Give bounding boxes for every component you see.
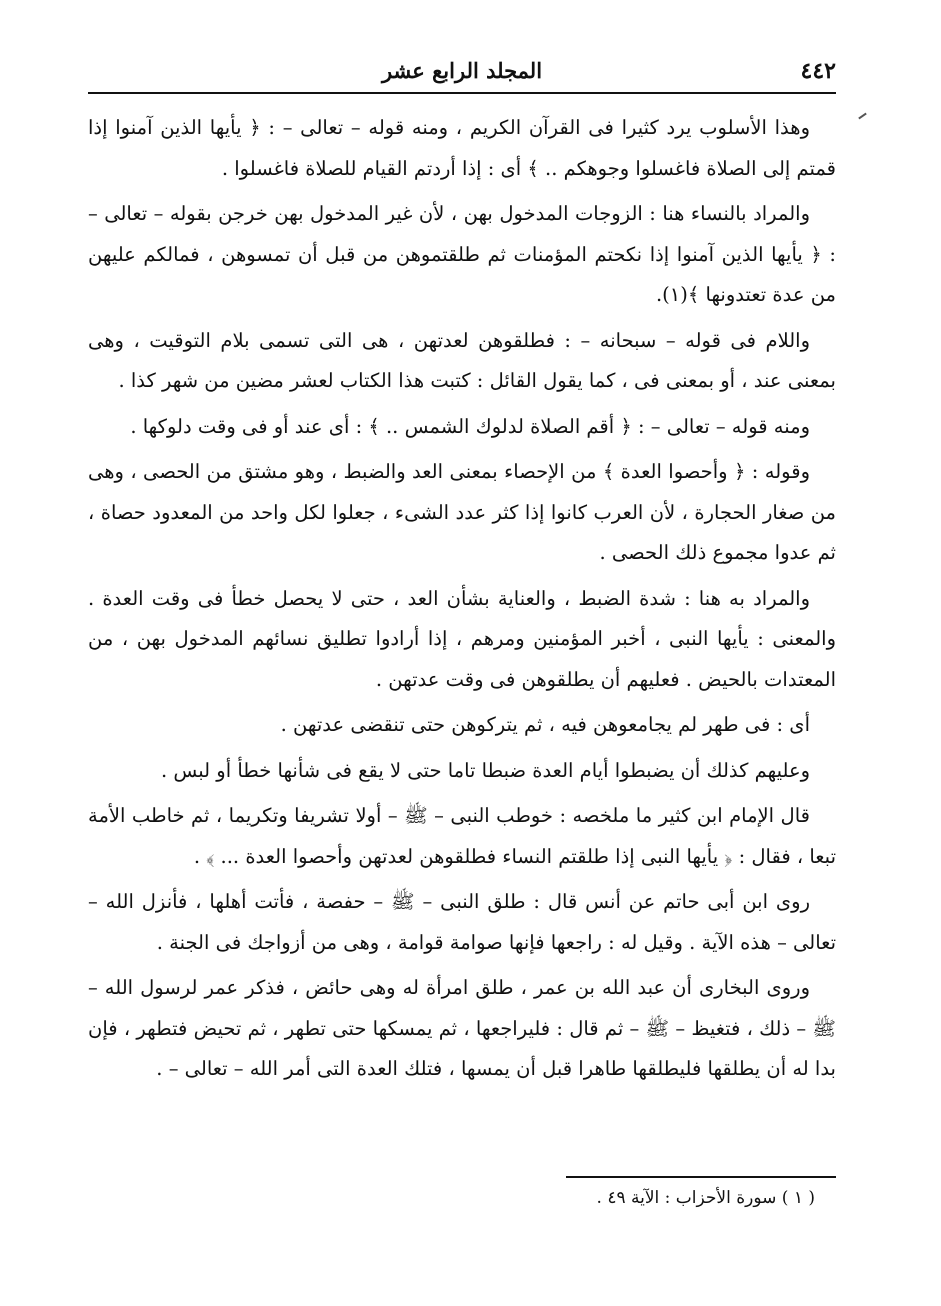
footnote-rule	[566, 1176, 836, 1178]
paragraph: واللام فى قوله – سبحانه – : فطلقوهن لعدتهن ، هى التى تسمى بلام التوقيت ، وهى بمعنى عند ، أو بمعنى فى ، كما يقول القائل : كتبت هذا الكتاب لعشر مضين من شهر كذا .	[88, 328, 836, 392]
page-number: ٤٤٢	[800, 58, 836, 84]
paragraph: وقوله : ﴿ وأحصوا العدة ﴾ من الإحصاء بمعنى العد والضبط ، وهو مشتق من الحصى ، وهى من صغار الحجارة ، لأن العرب كانوا إذا كثر عدد الشىء ، جعلوا لكل واحد من المعدود حصاة ، ثم عدوا مجموع ذلك الحصى .	[88, 460, 836, 564]
paragraph: روى ابن أبى حاتم عن أنس قال : طلق النبى – ﷺ – حفصة ، فأتت أهلها ، فأنزل الله – تعالى – هذه الآية . وقيل له : راجعها فإنها صوامة قوامة ، وهى من أزواجك فى الجنة .	[88, 890, 836, 954]
paragraph: والمراد به هنا : شدة الضبط ، والعناية بشأن العد ، حتى لا يحصل خطأ فى وقت العدة . والمعنى : يأيها النبى ، أخبر المؤمنين ومرهم ، إذا أرادوا تطليق نسائهم المدخول بهن ، من المعتدات بالحيض . فعليهم أن يطلقوهن فى وقت عدتهن .	[88, 586, 836, 691]
paragraph: وروى البخارى أن عبد الله بن عمر ، طلق امرأة له وهى حائض ، فذكر عمر لرسول الله – ﷺ – ذلك ، فتغيظ – ﷺ – ثم قال : فليراجعها ، ثم يمسكها حتى تطهر ، ثم تحيض فتطهر ، فإن بدا له أن يطلقها فليطلقها طاهرا قبل أن يمسها ، فتلك العدة التى أمر الله – تعالى – .	[88, 976, 836, 1080]
paragraph: ومنه قوله – تعالى – : ﴿ أقم الصلاة لدلوك الشمس .. ﴾ : أى عند أو فى وقت دلوكها .	[130, 414, 810, 438]
header-rule	[88, 92, 836, 94]
paragraph: وعليهم كذلك أن يضبطوا أيام العدة ضبطا تاما حتى لا يقع فى شأنها خطأ أو لبس .	[161, 758, 810, 782]
margin-mark	[858, 113, 867, 120]
paragraph: أى : فى طهر لم يجامعوهن فيه ، ثم يتركوهن حتى تنقضى عدتهن .	[280, 713, 810, 736]
paragraph: والمراد بالنساء هنا : الزوجات المدخول بهن ، لأن غير المدخول بهن خرجن بقوله – تعالى – : ﴿ يأيها الذين آمنوا إذا نكحتم المؤمنات ثم طلقتموهن من قبل أن تمسوهن ، فمالكم عليهن من عدة تعتدونها ﴾(١).	[88, 202, 836, 306]
running-title: المجلد الرابع عشر	[381, 58, 543, 83]
body-text	[88, 108, 836, 1095]
paragraph: قال الإمام ابن كثير ما ملخصه : خوطب النبى – ﷺ – أولا تشريفا وتكريما ، ثم خاطب الأمة تبعا ، فقال : ﴿ يأيها النبى إذا طلقتم النساء فطلقوهن لعدتهن وأحصوا العدة ... ﴾ .	[88, 804, 836, 868]
page-header	[88, 54, 836, 94]
footnote: ( ١ ) سورة الأحزاب : الآية ٤٩ .	[596, 1188, 815, 1208]
paragraph: وهذا الأسلوب يرد كثيرا فى القرآن الكريم ، ومنه قوله – تعالى – : ﴿ يأيها الذين آمنوا إذا قمتم إلى الصلاة فاغسلوا وجوهكم .. ﴾ أى : إذا أردتم القيام للصلاة فاغسلوا .	[88, 116, 836, 180]
